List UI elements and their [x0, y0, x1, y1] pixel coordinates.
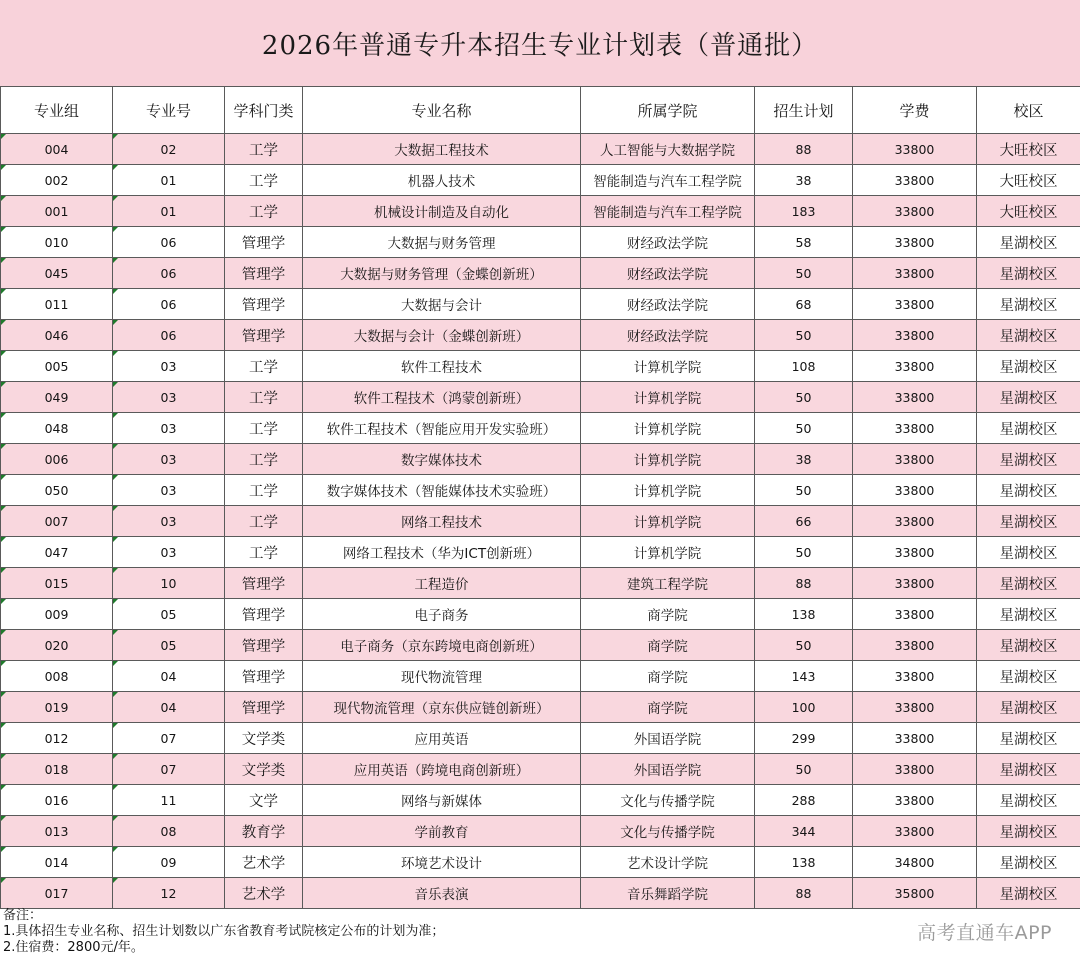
cell-enrollment-plan: 50	[755, 413, 853, 444]
cell-discipline: 管理学	[225, 227, 303, 258]
cell-discipline: 管理学	[225, 630, 303, 661]
cell-discipline: 工学	[225, 382, 303, 413]
cell-major-name: 网络工程技术	[303, 506, 581, 537]
cell-college: 计算机学院	[581, 351, 755, 382]
cell-discipline: 艺术学	[225, 878, 303, 909]
cell-enrollment-plan: 38	[755, 165, 853, 196]
cell-major-name: 学前教育	[303, 816, 581, 847]
cell-major-code: 03	[113, 351, 225, 382]
cell-major-code: 03	[113, 475, 225, 506]
cell-enrollment-plan: 288	[755, 785, 853, 816]
cell-major-code: 07	[113, 723, 225, 754]
cell-group: 017	[1, 878, 113, 909]
cell-major-code: 12	[113, 878, 225, 909]
notes-heading: 备注：	[3, 908, 43, 923]
cell-college: 财经政法学院	[581, 320, 755, 351]
table-row	[1, 196, 1080, 227]
cell-campus: 星湖校区	[977, 661, 1080, 692]
cell-enrollment-plan: 138	[755, 599, 853, 630]
cell-tuition: 33800	[853, 351, 977, 382]
cell-group: 045	[1, 258, 113, 289]
cell-group: 050	[1, 475, 113, 506]
cell-major-code: 03	[113, 537, 225, 568]
cell-discipline: 管理学	[225, 320, 303, 351]
cell-group: 019	[1, 692, 113, 723]
table-row	[1, 413, 1080, 444]
table-row	[1, 382, 1080, 413]
table-row	[1, 723, 1080, 754]
cell-enrollment-plan: 138	[755, 847, 853, 878]
cell-discipline: 艺术学	[225, 847, 303, 878]
cell-discipline: 管理学	[225, 289, 303, 320]
cell-major-name: 工程造价	[303, 568, 581, 599]
cell-major-code: 06	[113, 258, 225, 289]
cell-enrollment-plan: 143	[755, 661, 853, 692]
cell-major-code: 09	[113, 847, 225, 878]
cell-major-name: 机械设计制造及自动化	[303, 196, 581, 227]
table-row	[1, 847, 1080, 878]
cell-major-name: 机器人技术	[303, 165, 581, 196]
cell-major-code: 01	[113, 165, 225, 196]
cell-major-code: 02	[113, 134, 225, 165]
cell-enrollment-plan: 50	[755, 630, 853, 661]
table-row	[1, 661, 1080, 692]
cell-campus: 星湖校区	[977, 785, 1080, 816]
cell-tuition: 33800	[853, 258, 977, 289]
cell-discipline: 管理学	[225, 258, 303, 289]
cell-major-name: 数字媒体技术（智能媒体技术实验班）	[303, 475, 581, 506]
cell-college: 外国语学院	[581, 754, 755, 785]
header-group: 专业组	[1, 87, 113, 134]
cell-major-name: 环境艺术设计	[303, 847, 581, 878]
header-major-code: 专业号	[113, 87, 225, 134]
table-row	[1, 537, 1080, 568]
cell-tuition: 33800	[853, 506, 977, 537]
cell-tuition: 33800	[853, 227, 977, 258]
cell-tuition: 33800	[853, 723, 977, 754]
cell-discipline: 管理学	[225, 568, 303, 599]
cell-major-code: 01	[113, 196, 225, 227]
cell-campus: 星湖校区	[977, 320, 1080, 351]
cell-tuition: 34800	[853, 847, 977, 878]
note-line: 1.具体招生专业名称、招生计划数以广东省教育考试院核定公布的计划为准；	[3, 924, 445, 939]
cell-campus: 星湖校区	[977, 692, 1080, 723]
cell-enrollment-plan: 50	[755, 475, 853, 506]
cell-campus: 大旺校区	[977, 196, 1080, 227]
table-row	[1, 754, 1080, 785]
cell-college: 外国语学院	[581, 723, 755, 754]
cell-group: 020	[1, 630, 113, 661]
cell-college: 财经政法学院	[581, 289, 755, 320]
table-row	[1, 878, 1080, 909]
cell-enrollment-plan: 50	[755, 258, 853, 289]
cell-major-code: 07	[113, 754, 225, 785]
cell-major-name: 应用英语（跨境电商创新班）	[303, 754, 581, 785]
cell-discipline: 工学	[225, 351, 303, 382]
cell-major-code: 04	[113, 661, 225, 692]
cell-campus: 星湖校区	[977, 382, 1080, 413]
table-row	[1, 630, 1080, 661]
cell-major-name: 大数据与会计	[303, 289, 581, 320]
cell-major-name: 音乐表演	[303, 878, 581, 909]
cell-group: 016	[1, 785, 113, 816]
cell-enrollment-plan: 88	[755, 134, 853, 165]
cell-major-name: 电子商务	[303, 599, 581, 630]
cell-college: 文化与传播学院	[581, 785, 755, 816]
cell-group: 006	[1, 444, 113, 475]
cell-college: 商学院	[581, 661, 755, 692]
cell-college: 建筑工程学院	[581, 568, 755, 599]
table-header-row	[1, 87, 1080, 134]
cell-tuition: 33800	[853, 320, 977, 351]
cell-enrollment-plan: 58	[755, 227, 853, 258]
cell-tuition: 33800	[853, 816, 977, 847]
cell-tuition: 33800	[853, 134, 977, 165]
cell-tuition: 33800	[853, 444, 977, 475]
cell-discipline: 管理学	[225, 661, 303, 692]
cell-college: 计算机学院	[581, 444, 755, 475]
cell-college: 计算机学院	[581, 475, 755, 506]
cell-enrollment-plan: 344	[755, 816, 853, 847]
cell-college: 智能制造与汽车工程学院	[581, 196, 755, 227]
cell-major-name: 现代物流管理（京东供应链创新班）	[303, 692, 581, 723]
cell-major-name: 应用英语	[303, 723, 581, 754]
cell-campus: 大旺校区	[977, 134, 1080, 165]
table-row	[1, 599, 1080, 630]
cell-college: 艺术设计学院	[581, 847, 755, 878]
cell-discipline: 管理学	[225, 692, 303, 723]
cell-campus: 星湖校区	[977, 847, 1080, 878]
cell-major-name: 软件工程技术（鸿蒙创新班）	[303, 382, 581, 413]
cell-major-code: 11	[113, 785, 225, 816]
table-row	[1, 444, 1080, 475]
cell-major-name: 大数据工程技术	[303, 134, 581, 165]
cell-group: 001	[1, 196, 113, 227]
cell-discipline: 文学类	[225, 754, 303, 785]
cell-enrollment-plan: 50	[755, 320, 853, 351]
cell-discipline: 工学	[225, 134, 303, 165]
cell-tuition: 33800	[853, 196, 977, 227]
table-row	[1, 134, 1080, 165]
cell-enrollment-plan: 50	[755, 754, 853, 785]
cell-college: 计算机学院	[581, 537, 755, 568]
table-row	[1, 506, 1080, 537]
cell-major-code: 08	[113, 816, 225, 847]
cell-college: 财经政法学院	[581, 258, 755, 289]
title-bar	[0, 0, 1080, 87]
cell-group: 002	[1, 165, 113, 196]
cell-tuition: 35800	[853, 878, 977, 909]
cell-major-name: 网络工程技术（华为ICT创新班）	[303, 537, 581, 568]
cell-campus: 星湖校区	[977, 289, 1080, 320]
cell-major-code: 04	[113, 692, 225, 723]
cell-major-code: 03	[113, 506, 225, 537]
cell-tuition: 33800	[853, 599, 977, 630]
cell-campus: 星湖校区	[977, 444, 1080, 475]
cell-discipline: 文学	[225, 785, 303, 816]
cell-major-code: 05	[113, 630, 225, 661]
header-tuition: 学费	[853, 87, 977, 134]
cell-campus: 星湖校区	[977, 599, 1080, 630]
table-row	[1, 568, 1080, 599]
watermark: 高考直通车APP	[917, 922, 1052, 944]
cell-tuition: 33800	[853, 661, 977, 692]
table-row	[1, 692, 1080, 723]
cell-major-name: 网络与新媒体	[303, 785, 581, 816]
cell-group: 013	[1, 816, 113, 847]
cell-group: 014	[1, 847, 113, 878]
cell-major-code: 03	[113, 413, 225, 444]
cell-enrollment-plan: 50	[755, 537, 853, 568]
cell-discipline: 管理学	[225, 599, 303, 630]
cell-college: 计算机学院	[581, 382, 755, 413]
cell-group: 008	[1, 661, 113, 692]
header-major-name: 专业名称	[303, 87, 581, 134]
cell-tuition: 33800	[853, 785, 977, 816]
enrollment-plan-table	[0, 86, 1080, 909]
cell-enrollment-plan: 88	[755, 878, 853, 909]
cell-group: 015	[1, 568, 113, 599]
cell-campus: 星湖校区	[977, 816, 1080, 847]
cell-major-name: 大数据与财务管理	[303, 227, 581, 258]
cell-college: 智能制造与汽车工程学院	[581, 165, 755, 196]
cell-tuition: 33800	[853, 692, 977, 723]
cell-enrollment-plan: 100	[755, 692, 853, 723]
cell-campus: 星湖校区	[977, 630, 1080, 661]
cell-major-code: 03	[113, 382, 225, 413]
cell-college: 人工智能与大数据学院	[581, 134, 755, 165]
cell-discipline: 工学	[225, 165, 303, 196]
cell-campus: 星湖校区	[977, 537, 1080, 568]
cell-major-code: 06	[113, 227, 225, 258]
cell-enrollment-plan: 108	[755, 351, 853, 382]
header-discipline: 学科门类	[225, 87, 303, 134]
cell-discipline: 工学	[225, 444, 303, 475]
cell-campus: 星湖校区	[977, 351, 1080, 382]
cell-major-name: 大数据与财务管理（金蝶创新班）	[303, 258, 581, 289]
cell-campus: 星湖校区	[977, 754, 1080, 785]
cell-group: 010	[1, 227, 113, 258]
cell-major-code: 10	[113, 568, 225, 599]
cell-discipline: 工学	[225, 537, 303, 568]
table-row	[1, 475, 1080, 506]
table-row	[1, 320, 1080, 351]
cell-discipline: 工学	[225, 196, 303, 227]
cell-major-name: 软件工程技术	[303, 351, 581, 382]
cell-college: 商学院	[581, 599, 755, 630]
table-row	[1, 258, 1080, 289]
table-row	[1, 816, 1080, 847]
cell-campus: 大旺校区	[977, 165, 1080, 196]
cell-group: 049	[1, 382, 113, 413]
cell-tuition: 33800	[853, 475, 977, 506]
cell-tuition: 33800	[853, 754, 977, 785]
cell-tuition: 33800	[853, 382, 977, 413]
cell-tuition: 33800	[853, 568, 977, 599]
cell-discipline: 教育学	[225, 816, 303, 847]
cell-campus: 星湖校区	[977, 413, 1080, 444]
cell-major-code: 05	[113, 599, 225, 630]
header-campus: 校区	[977, 87, 1080, 134]
cell-group: 012	[1, 723, 113, 754]
cell-major-name: 软件工程技术（智能应用开发实验班）	[303, 413, 581, 444]
cell-group: 048	[1, 413, 113, 444]
cell-group: 009	[1, 599, 113, 630]
cell-discipline: 工学	[225, 475, 303, 506]
table-row	[1, 785, 1080, 816]
cell-discipline: 工学	[225, 506, 303, 537]
cell-enrollment-plan: 68	[755, 289, 853, 320]
cell-campus: 星湖校区	[977, 878, 1080, 909]
cell-campus: 星湖校区	[977, 506, 1080, 537]
page-title: 2026年普通专升本招生专业计划表（普通批）	[261, 30, 819, 61]
cell-major-name: 现代物流管理	[303, 661, 581, 692]
cell-college: 商学院	[581, 692, 755, 723]
cell-major-code: 03	[113, 444, 225, 475]
cell-enrollment-plan: 183	[755, 196, 853, 227]
cell-enrollment-plan: 88	[755, 568, 853, 599]
cell-group: 018	[1, 754, 113, 785]
cell-major-name: 数字媒体技术	[303, 444, 581, 475]
header-college: 所属学院	[581, 87, 755, 134]
table-row	[1, 351, 1080, 382]
cell-tuition: 33800	[853, 537, 977, 568]
cell-enrollment-plan: 38	[755, 444, 853, 475]
cell-major-name: 电子商务（京东跨境电商创新班）	[303, 630, 581, 661]
cell-tuition: 33800	[853, 165, 977, 196]
cell-campus: 星湖校区	[977, 258, 1080, 289]
cell-campus: 星湖校区	[977, 568, 1080, 599]
note-line: 2.住宿费：2800元/年。	[3, 940, 144, 955]
cell-campus: 星湖校区	[977, 475, 1080, 506]
cell-group: 011	[1, 289, 113, 320]
header-enrollment-plan: 招生计划	[755, 87, 853, 134]
table-row	[1, 289, 1080, 320]
cell-group: 004	[1, 134, 113, 165]
cell-major-code: 06	[113, 320, 225, 351]
cell-campus: 星湖校区	[977, 227, 1080, 258]
cell-discipline: 工学	[225, 413, 303, 444]
cell-group: 047	[1, 537, 113, 568]
cell-enrollment-plan: 299	[755, 723, 853, 754]
cell-tuition: 33800	[853, 630, 977, 661]
cell-college: 计算机学院	[581, 506, 755, 537]
cell-college: 音乐舞蹈学院	[581, 878, 755, 909]
cell-discipline: 文学类	[225, 723, 303, 754]
cell-group: 005	[1, 351, 113, 382]
cell-college: 财经政法学院	[581, 227, 755, 258]
cell-tuition: 33800	[853, 413, 977, 444]
cell-campus: 星湖校区	[977, 723, 1080, 754]
cell-college: 计算机学院	[581, 413, 755, 444]
table-row	[1, 165, 1080, 196]
cell-college: 文化与传播学院	[581, 816, 755, 847]
cell-enrollment-plan: 50	[755, 382, 853, 413]
cell-group: 046	[1, 320, 113, 351]
cell-tuition: 33800	[853, 289, 977, 320]
cell-enrollment-plan: 66	[755, 506, 853, 537]
cell-group: 007	[1, 506, 113, 537]
table-row	[1, 227, 1080, 258]
cell-college: 商学院	[581, 630, 755, 661]
cell-major-name: 大数据与会计（金蝶创新班）	[303, 320, 581, 351]
cell-major-code: 06	[113, 289, 225, 320]
